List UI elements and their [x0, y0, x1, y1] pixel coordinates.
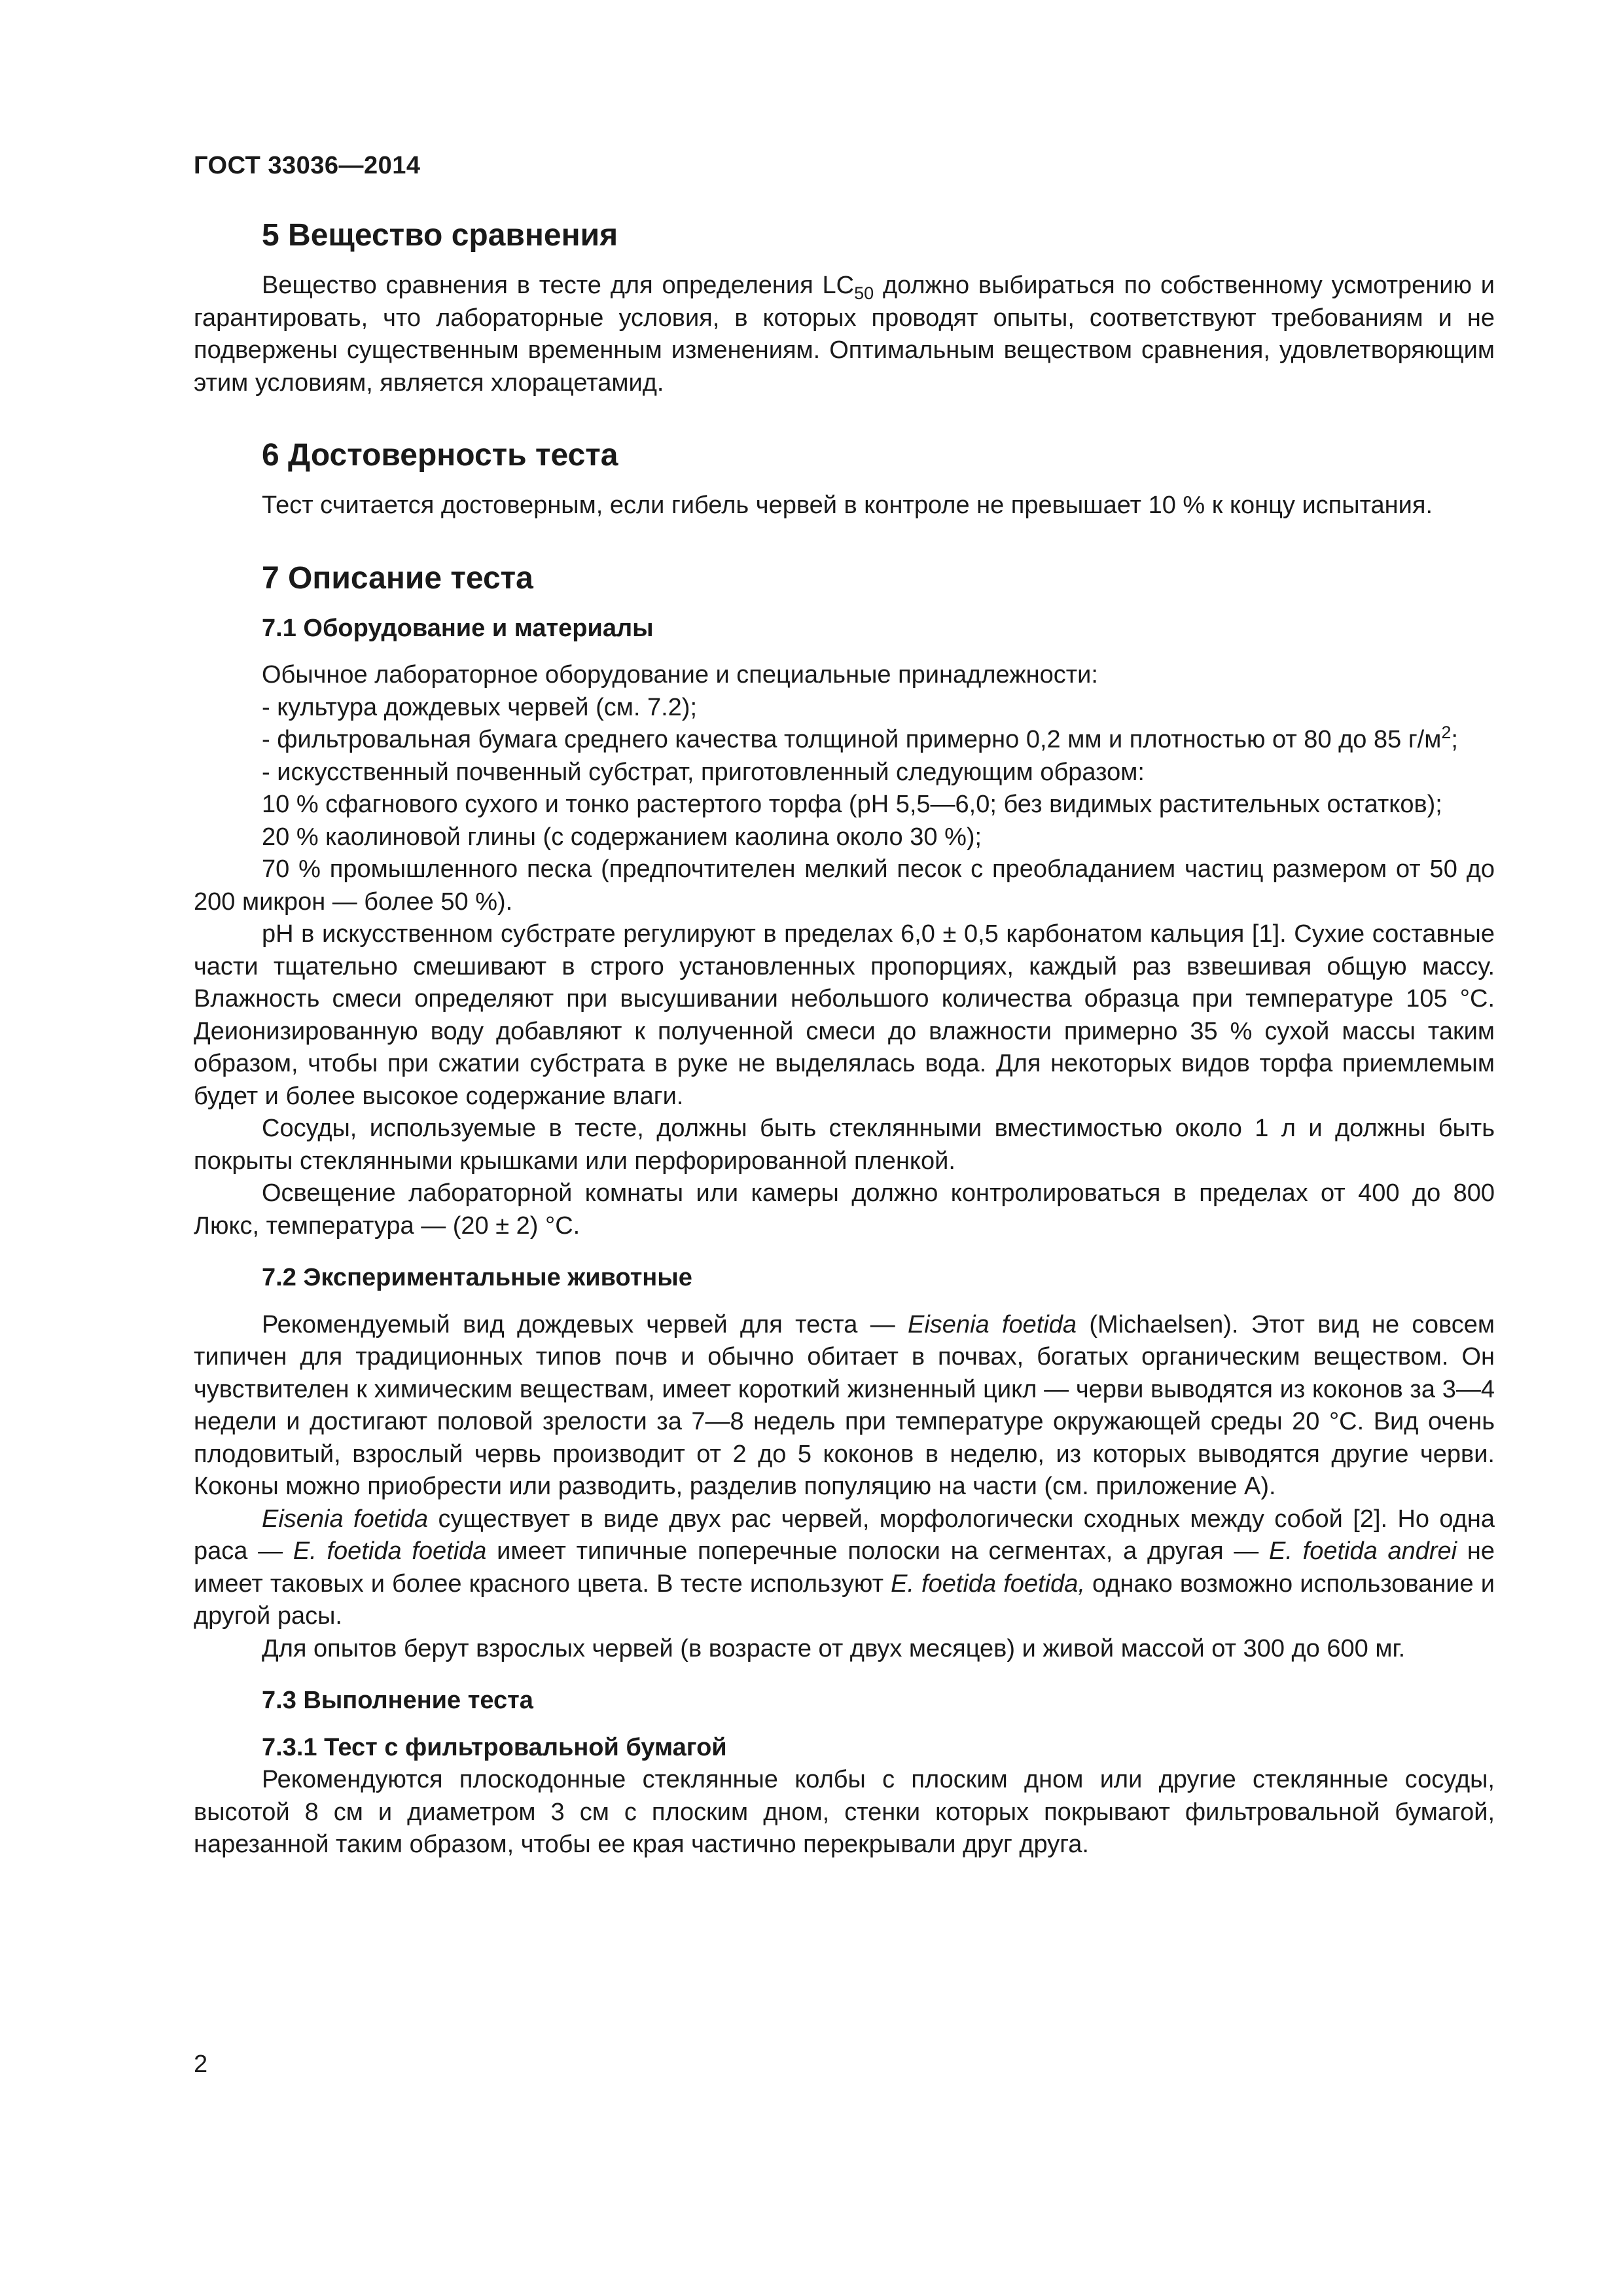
paragraph	[194, 1503, 1495, 1633]
text-run: - фильтровальная бумага среднего качества толщиной примерно 0,2 мм и плотностью от 80 до 85 г/м	[262, 726, 1442, 753]
section-6-paragraph: Тест считается достоверным, если гибель червей в контроле не превышает 10 % к концу испытания.	[262, 492, 1433, 519]
list-item: - искусственный почвенный субстрат, приготовленный следующим образом:	[262, 758, 1145, 786]
italic-term: E. foetida andrei	[1269, 1537, 1457, 1565]
page-content	[194, 216, 1495, 1861]
text-run: существует в виде двух рас червей, морфологически сходных между собой [2]. Но одна раса —	[194, 1505, 1495, 1565]
paragraph: Рекомендуются плоскодонные стеклянные колбы с плоским дном или другие стеклянные сосуды, высотой 8 см и диаметром 3 см с плоским дном, стенки которых покрывают фильтровальной бумагой, нарезанной таким образом, чтобы ее края частично перекрывали друг друга.	[194, 1766, 1495, 1858]
text-run: Вещество сравнения в тесте для определения LC	[262, 272, 855, 299]
text-run: должно выбираться по собственному усмотрению и гарантировать, что лабораторные условия, в которых проводят опыты, соответствуют требованиям и не подвержены существенным временным изменениям. Оптимальным веществом сравнения, удовлетворяющим этим условиям, является хлорацетамид.	[194, 272, 1495, 397]
paragraph: Сосуды, используемые в тесте, должны быть стеклянными вместимостью около 1 л и должны быть покрыты стеклянными крышками или перфорированной пленкой.	[194, 1115, 1495, 1175]
section-5-title: 5 Вещество сравнения	[262, 218, 618, 253]
text-run: Рекомендуемый вид дождевых червей для теста —	[262, 1310, 908, 1338]
paragraph	[194, 1309, 1495, 1503]
text-run: имеет типичные поперечные полоски на сегментах, а другая —	[486, 1537, 1270, 1565]
paragraph: pH в искусственном субстрате регулируют в пределах 6,0 ± 0,5 карбонатом кальция [1]. Сухие составные части тщательно смешивают в строго установленных пропорциях, каждый раз взвешивая общую массу. Влажность смеси определяют при высушивании небольшого количества образца при температуре 105 °C. Деионизированную воду добавляют к полученной смеси до влажности примерно 35 % сухой массы таким образом, чтобы при сжатии субстрата в руке не выделялась вода. Для некоторых видов торфа приемлемым будет и более высокое содержание влаги.	[194, 920, 1495, 1110]
italic-term: E. foetida foetida	[293, 1537, 487, 1565]
document-code: ГОСТ 33036—2014	[194, 152, 421, 179]
section-5-paragraph	[194, 270, 1495, 399]
italic-term: Eisenia foetida	[908, 1310, 1077, 1338]
paragraph: Для опытов берут взрослых червей (в возрасте от двух месяцев) и живой массой от 300 до 600 мг.	[262, 1634, 1406, 1662]
page-number: 2	[194, 2051, 208, 2078]
list-item: - культура дождевых червей (см. 7.2);	[262, 693, 697, 721]
composition-item: 70 % промышленного песка (предпочтителен мелкий песок с преобладанием частиц размером от 50 до 200 микрон — более 50 %).	[194, 855, 1495, 916]
superscript: 2	[1441, 723, 1452, 742]
text-run: ;	[1451, 726, 1458, 753]
section-6-title: 6 Достоверность теста	[262, 438, 618, 473]
subsection-7-3-title: 7.3 Выполнение теста	[262, 1687, 533, 1714]
text-run: не имеет таковых и более красного цвета. В тесте используют	[194, 1537, 1495, 1598]
subsection-7-1-title: 7.1 Оборудование и материалы	[262, 614, 654, 642]
text-run: однако возможно использование и другой расы.	[194, 1570, 1495, 1630]
subsection-7-2-title: 7.2 Экспериментальные животные	[262, 1264, 692, 1291]
composition-item: 20 % каолиновой глины (с содержанием каолина около 30 %);	[262, 823, 982, 851]
section-7-title: 7 Описание теста	[262, 560, 533, 596]
composition-item: 10 % сфагнового сухого и тонко растертого торфа (pH 5,5—6,0; без видимых растительных остатков);	[262, 791, 1442, 818]
italic-term: E. foetida foetida,	[891, 1570, 1085, 1598]
paragraph: Обычное лабораторное оборудование и специальные принадлежности:	[262, 661, 1098, 689]
paragraph: Освещение лабораторной комнаты или камеры должно контролироваться в пределах от 400 до 800 Люкс, температура — (20 ± 2) °C.	[194, 1179, 1495, 1240]
list-item	[194, 724, 1495, 757]
subsection-7-3-1-title: 7.3.1 Тест с фильтровальной бумагой	[262, 1733, 727, 1761]
subscript: 50	[854, 283, 874, 303]
text-run: (Michaelsen). Этот вид не совсем типичен для традиционных типов почв и обычно обитает в почвах, богатых органическим веществом. Он чувствителен к химическим веществам, имеет короткий жизненный цикл — черви выводятся из коконов за 3—4 недели и достигают половой зрелости за 7—8 недель при температуре окружающей среды 20 °C. Вид очень плодовитый, взрослый червь производит от 2 до 5 коконов в неделю, из которых выводятся другие черви. Коконы можно приобрести или разводить, разделив популяцию на части (см. приложение А).	[194, 1310, 1495, 1500]
italic-term: Eisenia foetida	[262, 1505, 429, 1533]
